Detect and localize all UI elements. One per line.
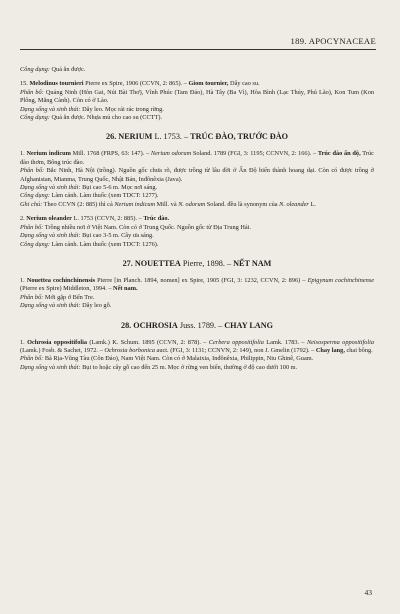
species-name: Nerium oleander [26,215,72,223]
distribution-line [20,224,374,232]
synonym-name: Neisosperma oppositifolia [306,338,375,346]
habit-text: Dây leo gỗ. [80,302,112,310]
note-species: N. oleander [279,200,309,208]
note-text: Theo CCVN (2: 885) thì cả [42,200,115,208]
distribution-line [20,355,374,363]
synonym-author: Soland. 1789 (FGI, 3: 1195; CCNVN, 2: 166). – [191,150,318,158]
note-species: N. odorum [178,200,206,208]
habit-label: Dạng sống và sinh thái: [20,105,81,113]
habit-text: Bụi cao 3-5 m. Cây ưa sáng. [80,232,154,240]
species-number: 1. [20,338,28,346]
species-number: 1. [20,276,27,284]
species-entry [20,80,374,88]
uses-label: Công dụng: [20,66,50,73]
habit-text: Bụi cao 5-6 m. Mọc nơi sáng. [80,184,158,192]
vietnamese-name: Chay lang, [315,346,345,354]
habit-line [20,364,374,372]
species-author: Pierre ex Spire, 1906 (CCVN, 2: 865). – [83,80,189,88]
genus-authority: Pierre, 1898. – [180,258,234,268]
uses-line [20,66,374,74]
species-author: (Lamk.) K. Schum. 1895 (CCVN, 2: 878). – [87,338,209,346]
note-text: Mill. và [155,200,179,208]
species-entry [20,215,374,223]
species-number: 2. [20,215,27,223]
genus-name: 27. NOUETTEA [122,258,181,268]
vietnamese-name: Nết nam. [113,285,138,293]
species-entry [20,150,374,167]
header-rule [20,49,376,50]
species-entry [20,277,374,294]
synonym-name: Nerium odorum [150,150,192,158]
habit-label: Dạng sống và sinh thái: [20,363,81,371]
synonym-author: auct. (FGI, 3: 1131; CCNVN, 2: 149), non J. Gmelin (1792). – [154,346,316,354]
habit-line [20,184,374,192]
species-author: Pierre [in Planch. 1894, nomen] ex Spire, 1905 (FGI, 3: 1232, CCVN, 2: 896) – [95,276,308,284]
species-entry [20,339,374,356]
distribution-label: Phân bố: [20,293,44,301]
habit-text: Dây leo. Mọc rải rác trong rừng. [80,105,164,113]
synonym-author: (Pierre ex Spire) Middleton, 1994. – [20,285,114,293]
distribution-text: Quảng Ninh (Hòn Gai, Núi Bài Thơ), Vĩnh Phúc (Tam Đảo), Hà Tây (Ba Vì), Hòa Bình (Lạc Thủy, Phú Lão), Kon Tum (Kon Plông, Măng Cành). Còn có ở Lào. [20,88,375,105]
distribution-text: Bà Rịa-Vũng Tàu (Côn Đảo), Nam Việt Nam. Còn có ở Malaixia, Inđônêxia, Philippin, Niu Ghinê, Guam. [43,355,314,363]
page-number: 43 [364,588,372,597]
vietnamese-name-rest: Dây cao su. [228,80,260,88]
vietnamese-name: Giom tournier, [188,80,229,88]
note-species: Nerium indicum [114,200,156,208]
synonym-author: Lamk. 1783. – [263,338,307,346]
species-name: Nouettea cochinchinensis [26,276,96,284]
genus-name: 28. OCHROSIA [120,320,178,330]
distribution-line [20,89,374,106]
uses-text: Làm cảnh. Làm thuốc (xem TDCT: 1276). [49,240,159,248]
section-heading-nouettea [20,259,374,269]
species-number: 15. [20,80,30,88]
distribution-text: Trồng nhiều nơi ở Việt Nam. Còn có ở Trung Quốc. Nguồn gốc từ Địa Trung Hải. [43,223,252,231]
section-heading-nerium [20,132,374,142]
vietnamese-name-rest: Trúc đào thơm, Bông trúc đào. [20,150,374,166]
note-line [20,201,374,209]
vietnamese-name-rest: chai bông. [344,346,373,354]
running-header: 189. APOCYNACEAE [290,36,376,46]
uses-line [20,241,374,249]
distribution-text: Bắc Ninh, Hà Nội (trồng). Nguồn gốc chưa rõ, được trồng từ lâu đời ở Ấn Độ biển thành hoang dại. Còn có được trồng ở Afghanistan, Mianma, Trung Quốc, Nhật Bản, Inđônêxia (Java). [20,167,374,183]
uses-text: Làm cảnh. Làm thuốc (xem TDCT: 1277). [49,192,159,200]
genus-vietnamese-name: CHAY LANG [224,320,274,330]
uses-line [20,114,374,122]
uses-text: Quả ăn được. Nhựa mủ cho cao su (CCTT). [49,114,163,122]
species-number: 1. [20,150,27,158]
uses-text: Quả ăn được. [49,66,86,73]
species-name: Melodinus tournieri [29,80,84,88]
genus-name: 26. NERIUM [106,132,153,142]
vietnamese-name: Trúc đào. [143,215,170,223]
page-content [20,66,374,372]
distribution-label: Phân bố: [20,88,44,96]
genus-authority: Juss. 1789. – [177,320,225,330]
uses-label: Công dụng: [20,240,50,248]
synonym-name: Cerbera oppositifolia [208,338,264,346]
vietnamese-name: Trúc đào ấn độ, [317,150,361,158]
distribution-label: Phân bố: [20,355,44,363]
species-name: Nerium indicum [26,150,71,158]
synonym-name: Epigynum cochinchinense [307,276,374,284]
uses-label: Công dụng: [20,192,50,200]
habit-line [20,302,374,310]
species-author: L. 1753 (CCVN, 2: 885). – [71,215,144,223]
genus-authority: L. 1753. – [152,132,191,142]
distribution-label: Phân bố: [20,223,44,231]
species-name: Ochrosia oppositifolia [27,338,88,346]
note-label: Ghi chú: [20,200,43,208]
genus-vietnamese-name: NẾT NAM [233,258,272,268]
synonym-name: Ochrosia borbonica [104,346,155,354]
distribution-line [20,167,374,184]
habit-line [20,106,374,114]
distribution-text: Mới gặp ở Bến Tre. [43,293,95,301]
habit-label: Dạng sống và sinh thái: [20,232,81,240]
note-text: Soland. đều là synonym của [205,200,280,208]
habit-label: Dạng sống và sinh thái: [20,302,81,310]
uses-line [20,192,374,200]
note-text: L. [308,200,316,208]
species-author: Mill. 1768 (FRPS, 63: 147). – [70,150,151,158]
genus-vietnamese-name: TRÚC ĐÀO, TRƯỚC ĐÀO [190,132,288,142]
section-heading-ochrosia [20,321,374,331]
distribution-label: Phân bố: [20,167,45,175]
habit-line [20,232,374,240]
uses-label: Công dụng: [20,114,50,122]
synonym-author: (Lamk.) Fosb. & Sachet, 1972. – [20,346,105,354]
distribution-line [20,294,374,302]
habit-label: Dạng sống và sinh thái: [20,184,81,192]
habit-text: Bụi to hoặc cây gỗ cao đến 25 m. Mọc ở rừng ven biển, thường ở độ cao dưới 100 m. [80,363,298,371]
